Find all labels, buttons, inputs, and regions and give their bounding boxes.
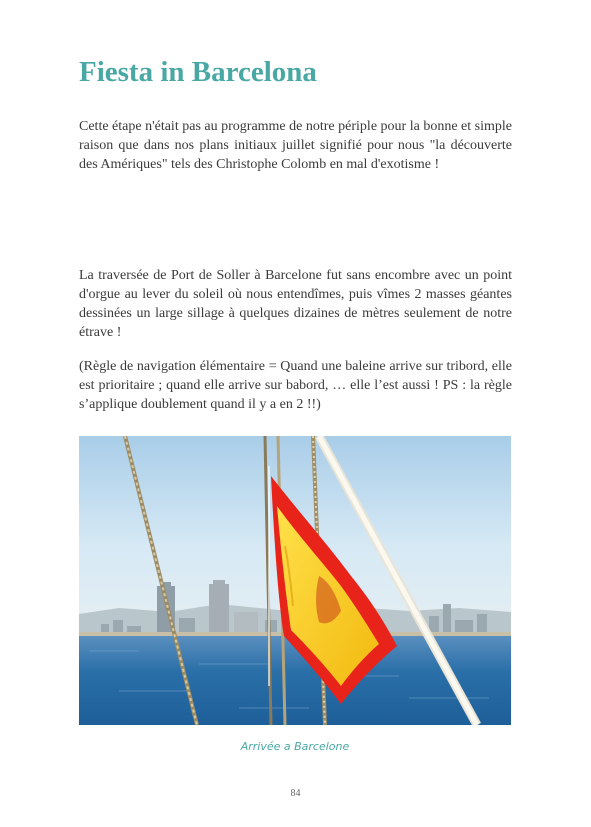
paragraph-crossing: La traversée de Port de Soller à Barcelone fut sans encombre avec un point d'orgue au lever du soleil où nous entendîmes, puis vîmes 2 masses géantes dessinées un large sillage à quelques dizaines de mètres seulement de notre étrave ! bbox=[79, 268, 512, 340]
page-title: Fiesta in Barcelona bbox=[79, 56, 317, 88]
page-number: 84 bbox=[290, 788, 301, 799]
paragraph-navigation-rule: (Règle de navigation élémentaire = Quand une baleine arrive sur tribord, elle est prioritaire ; quand elle arrive sur babord, … elle l’est aussi ! PS : la règle s’applique doublement quand il y a en 2 !!) bbox=[79, 359, 512, 412]
paragraph-intro: Cette étape n'était pas au programme de notre périple pour la bonne et simple raison que dans nos plans initiaux juillet signifié pour nous "la découverte des Amériques" tels des Christophe Colomb en mal d'exotisme ! bbox=[79, 119, 512, 172]
photo-caption: Arrivée a Barcelone bbox=[240, 740, 350, 753]
photo-spanish-flag-barcelona bbox=[79, 436, 511, 725]
sea bbox=[79, 636, 511, 725]
